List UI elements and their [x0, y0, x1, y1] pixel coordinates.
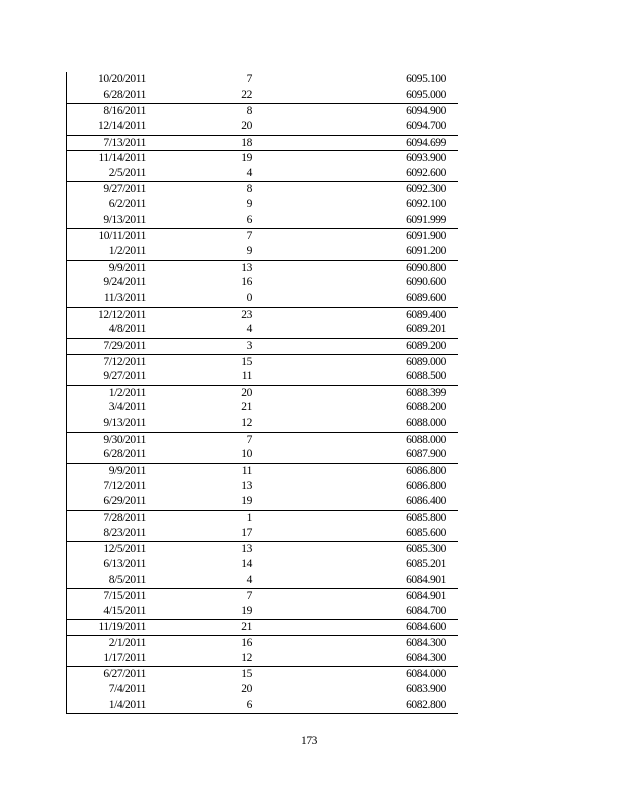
date-cell: 9/30/2011: [103, 433, 146, 446]
date-cell: 10/20/2011: [98, 73, 146, 85]
date-cell: 12/5/2011: [103, 543, 146, 556]
table-row: [67, 526, 458, 542]
value-cell: 6085.201: [406, 557, 446, 570]
value-cell: 6086.800: [406, 479, 446, 492]
count-cell: 16: [241, 276, 252, 289]
table-row: [67, 479, 458, 495]
table-row: [67, 275, 458, 291]
value-cell: 6088.399: [406, 386, 446, 399]
table-row: [67, 400, 458, 416]
value-cell: 6088.000: [406, 417, 446, 430]
value-cell: 6095.000: [406, 88, 446, 101]
value-cell: 6090.600: [406, 276, 446, 289]
count-cell: 0: [246, 291, 252, 304]
value-cell: 6089.600: [406, 291, 446, 304]
table-row: [67, 447, 458, 463]
count-cell: 12: [241, 417, 252, 430]
count-cell: 20: [241, 119, 252, 132]
date-cell: 6/29/2011: [103, 495, 146, 508]
value-cell: 6084.300: [406, 651, 446, 664]
count-cell: 7: [246, 433, 252, 446]
value-cell: 6084.700: [406, 604, 446, 617]
count-cell: 7: [246, 230, 252, 243]
count-cell: 6: [246, 213, 252, 226]
table-row: [67, 228, 458, 244]
value-cell: 6095.100: [406, 73, 446, 85]
value-cell: 6094.699: [406, 136, 446, 149]
table-row: [67, 119, 458, 135]
table-row: [67, 432, 458, 448]
count-cell: 1: [246, 511, 252, 524]
value-cell: 6085.800: [406, 511, 446, 524]
table-row: [67, 682, 458, 698]
value-cell: 6085.600: [406, 526, 446, 539]
date-cell: 1/4/2011: [108, 698, 146, 711]
table-row: [67, 698, 458, 714]
table-row: [67, 72, 458, 88]
value-cell: 6089.400: [406, 308, 446, 321]
date-cell: 4/15/2011: [103, 604, 146, 617]
count-cell: 7: [246, 590, 252, 603]
count-cell: 23: [241, 308, 252, 321]
date-cell: 12/14/2011: [98, 119, 146, 132]
value-cell: 6084.300: [406, 637, 446, 650]
count-cell: 19: [241, 604, 252, 617]
value-cell: 6091.999: [406, 213, 446, 226]
count-cell: 9: [246, 198, 252, 211]
date-cell: 9/24/2011: [103, 276, 146, 289]
date-cell: 11/3/2011: [103, 291, 146, 304]
count-cell: 15: [241, 668, 252, 681]
value-cell: 6086.400: [406, 495, 446, 508]
value-cell: 6089.201: [406, 323, 446, 336]
date-cell: 8/5/2011: [108, 573, 146, 586]
table-row: [67, 666, 458, 682]
table-row: [67, 260, 458, 276]
date-cell: 7/28/2011: [103, 511, 146, 524]
count-cell: 19: [241, 495, 252, 508]
table-row: [67, 369, 458, 385]
date-cell: 9/9/2011: [108, 261, 146, 274]
count-cell: 16: [241, 637, 252, 650]
table-row: [67, 135, 458, 151]
count-cell: 4: [246, 573, 252, 586]
value-cell: 6087.900: [406, 448, 446, 461]
table-row: [67, 150, 458, 166]
date-cell: 8/23/2011: [103, 526, 146, 539]
value-cell: 6088.200: [406, 401, 446, 414]
date-cell: 3/4/2011: [108, 401, 146, 414]
date-cell: 6/28/2011: [103, 88, 146, 101]
value-cell: 6092.600: [406, 166, 446, 179]
value-cell: 6084.901: [406, 590, 446, 603]
count-cell: 9: [246, 245, 252, 258]
date-cell: 8/16/2011: [103, 105, 146, 118]
table-row: [67, 354, 458, 370]
count-cell: 4: [246, 166, 252, 179]
value-cell: 6084.600: [406, 621, 446, 634]
count-cell: 13: [241, 261, 252, 274]
count-cell: 13: [241, 479, 252, 492]
count-cell: 22: [241, 88, 252, 101]
date-cell: 2/5/2011: [108, 166, 146, 179]
date-cell: 6/28/2011: [103, 448, 146, 461]
value-cell: 6084.901: [406, 573, 446, 586]
count-cell: 21: [241, 621, 252, 634]
date-cell: 9/9/2011: [108, 465, 146, 478]
table-row: [67, 463, 458, 479]
count-cell: 21: [241, 401, 252, 414]
table-row: [67, 416, 458, 432]
value-cell: 6089.000: [406, 355, 446, 368]
count-cell: 20: [241, 386, 252, 399]
date-cell: 11/14/2011: [98, 152, 146, 165]
table-row: [67, 166, 458, 182]
date-cell: 4/8/2011: [108, 323, 146, 336]
date-cell: 10/11/2011: [98, 230, 146, 243]
date-cell: 12/12/2011: [98, 308, 146, 321]
count-cell: 4: [246, 323, 252, 336]
value-cell: 6088.000: [406, 433, 446, 446]
data-table: [66, 72, 458, 714]
value-cell: 6088.500: [406, 370, 446, 383]
count-cell: 13: [241, 543, 252, 556]
count-cell: 7: [246, 73, 252, 85]
table-row: [67, 651, 458, 667]
table-row: [67, 213, 458, 229]
date-cell: 11/19/2011: [98, 621, 146, 634]
count-cell: 3: [246, 339, 252, 352]
table-row: [67, 291, 458, 307]
value-cell: 6082.800: [406, 698, 446, 711]
count-cell: 17: [241, 526, 252, 539]
value-cell: 6094.900: [406, 105, 446, 118]
count-cell: 8: [246, 183, 252, 196]
table-row: [67, 385, 458, 401]
table-row: [67, 588, 458, 604]
table-row: [67, 635, 458, 651]
value-cell: 6090.800: [406, 261, 446, 274]
date-cell: 6/13/2011: [103, 557, 146, 570]
date-cell: 6/2/2011: [108, 198, 146, 211]
value-cell: 6089.200: [406, 339, 446, 352]
date-cell: 1/2/2011: [108, 386, 146, 399]
page-number: 173: [300, 735, 318, 747]
table-row: [67, 510, 458, 526]
value-cell: 6092.100: [406, 198, 446, 211]
date-cell: 6/27/2011: [103, 668, 146, 681]
value-cell: 6091.200: [406, 245, 446, 258]
date-cell: 9/13/2011: [103, 417, 146, 430]
table-row: [67, 604, 458, 620]
count-cell: 18: [241, 136, 252, 149]
value-cell: 6091.900: [406, 230, 446, 243]
count-cell: 8: [246, 105, 252, 118]
value-cell: 6085.300: [406, 543, 446, 556]
table-row: [67, 88, 458, 104]
date-cell: 9/13/2011: [103, 213, 146, 226]
value-cell: 6093.900: [406, 152, 446, 165]
count-cell: 14: [241, 557, 252, 570]
date-cell: 9/27/2011: [103, 370, 146, 383]
value-cell: 6084.000: [406, 668, 446, 681]
date-cell: 7/29/2011: [103, 339, 146, 352]
date-cell: 7/15/2011: [103, 590, 146, 603]
count-cell: 11: [241, 370, 252, 383]
table-row: [67, 103, 458, 119]
date-cell: 7/12/2011: [103, 479, 146, 492]
date-cell: 7/4/2011: [108, 682, 146, 695]
date-cell: 9/27/2011: [103, 183, 146, 196]
count-cell: 6: [246, 698, 252, 711]
date-cell: 1/2/2011: [108, 245, 146, 258]
table-row: [67, 181, 458, 197]
table-row: [67, 541, 458, 557]
date-cell: 1/17/2011: [103, 651, 146, 664]
table-row: [67, 322, 458, 338]
value-cell: 6086.800: [406, 465, 446, 478]
count-cell: 10: [241, 448, 252, 461]
date-cell: 7/12/2011: [103, 355, 146, 368]
count-cell: 20: [241, 682, 252, 695]
count-cell: 11: [241, 465, 252, 478]
count-cell: 19: [241, 152, 252, 165]
value-cell: 6083.900: [406, 682, 446, 695]
table-row: [67, 573, 458, 589]
table-row: [67, 494, 458, 510]
date-cell: 7/13/2011: [103, 136, 146, 149]
table-row: [67, 338, 458, 354]
value-cell: 6092.300: [406, 183, 446, 196]
date-cell: 2/1/2011: [108, 637, 146, 650]
table-row: [67, 244, 458, 260]
table-row: [67, 197, 458, 213]
count-cell: 12: [241, 651, 252, 664]
table-row: [67, 557, 458, 573]
count-cell: 15: [241, 355, 252, 368]
table-row: [67, 619, 458, 635]
table-row: [67, 307, 458, 323]
value-cell: 6094.700: [406, 119, 446, 132]
